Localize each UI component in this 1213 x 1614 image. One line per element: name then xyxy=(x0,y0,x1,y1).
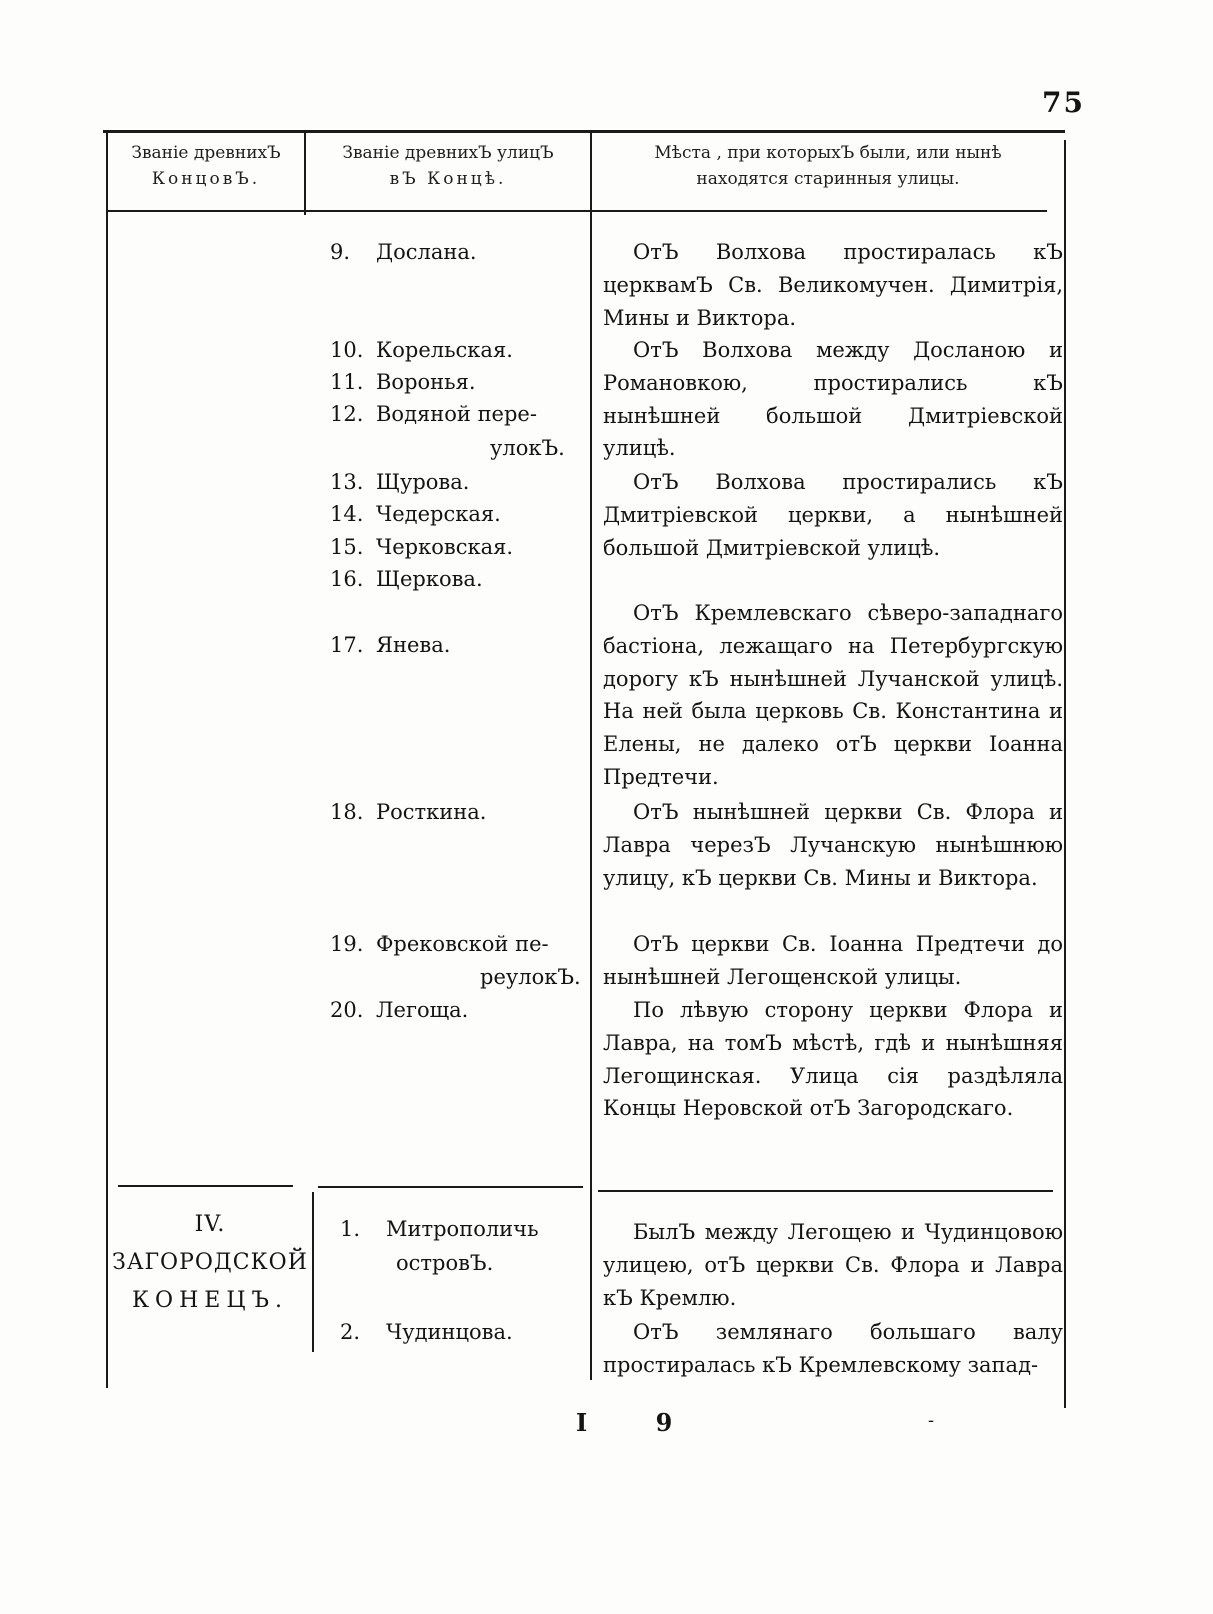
street-name: реулокЪ. xyxy=(480,965,581,989)
header-places-line-1: Мѣста , при которыхЪ были, или нынѣ xyxy=(654,143,1002,163)
end-name-line-2: КОНЕЦЪ. xyxy=(132,1288,288,1313)
street-name: Чедерская. xyxy=(376,502,501,526)
street-name: Корельская. xyxy=(376,338,513,362)
street-name: Росткина. xyxy=(376,800,487,824)
street-number: 14. xyxy=(330,502,364,526)
place-description: По лѣвую сторону церкви Флора и Лавра, на томЪ мѣстѣ, гдѣ и нынѣшняя Легощинская. Улица сія раздѣляла Концы Неровской отЪ Загородскаго. xyxy=(603,998,1063,1121)
header-streets-column xyxy=(306,140,590,192)
street-number: 13. xyxy=(330,470,364,494)
street-number: 20. xyxy=(330,998,364,1022)
place-description: ОтЪ церкви Св. Іоанна Предтечи до нынѣшней Легощенской улицы. xyxy=(603,932,1063,989)
end-number: IV. xyxy=(194,1212,226,1237)
header-places-line-2: находятся старинныя улицы. xyxy=(696,169,960,189)
end-name-line-1: ЗАГОРОДСКОЙ xyxy=(112,1250,308,1275)
street-number: 2. xyxy=(340,1320,361,1344)
street-item xyxy=(330,236,477,268)
street-name: Митрополичь xyxy=(386,1217,539,1241)
place-description: ОтЪ землянаго большаго валу простиралась кЪ Кремлевскому запад- xyxy=(603,1320,1063,1377)
place-description: ОтЪ Волхова простирались кЪ Дмитріевской церкви, а нынѣшней большой Дмитріевской улицѣ. xyxy=(603,470,1063,560)
street-item xyxy=(340,1213,539,1245)
street-name: Воронья. xyxy=(376,370,476,394)
header-bottom-rule xyxy=(107,210,1047,212)
street-item xyxy=(330,466,469,498)
street-number: 19. xyxy=(330,932,364,956)
street-item-continuation xyxy=(480,961,581,993)
street-number: 1. xyxy=(340,1217,361,1241)
signature-mark: I 9 xyxy=(576,1408,703,1437)
street-name: Фрековской пе- xyxy=(376,932,549,956)
street-item xyxy=(330,498,501,530)
street-item-continuation xyxy=(490,432,565,464)
header-ends-line-2: КонцовЪ. xyxy=(151,169,261,189)
place-description: ОтЪ нынѣшней церкви Св. Флора и Лавра черезЪ Лучанскую нынѣшнюю улицу, кЪ церкви Св. Мины и Виктора. xyxy=(603,800,1063,890)
street-item xyxy=(330,366,476,398)
street-item-continuation xyxy=(396,1247,493,1279)
street-number: 16. xyxy=(330,567,364,591)
section-divider-rule-right xyxy=(598,1190,1053,1192)
street-number: 17. xyxy=(330,633,364,657)
street-name: Черковская. xyxy=(376,535,514,559)
header-places-column xyxy=(592,140,1064,192)
street-item xyxy=(330,334,513,366)
place-description: ОтЪ Волхова между Досланою и Романовкою, простирались кЪ нынѣшней большой Дмитріевской улицѣ. xyxy=(603,338,1063,461)
section-divider-rule-mid xyxy=(318,1186,583,1188)
street-name: Легоща. xyxy=(376,998,469,1022)
table-left-border xyxy=(106,130,108,1388)
street-number: 18. xyxy=(330,800,364,824)
street-item xyxy=(330,531,513,563)
street-name: Щеркова. xyxy=(376,567,483,591)
street-item xyxy=(330,928,549,960)
place-description: БылЪ между Легощею и Чудинцовою улицею, отЪ церкви Св. Флора и Лавра кЪ Кремлю. xyxy=(603,1220,1063,1310)
place-description: ОтЪ Волхова простиралась кЪ церквамЪ Св. Великомучен. Димитрія, Мины и Виктора. xyxy=(603,240,1063,330)
street-number: 9. xyxy=(330,240,351,264)
street-item xyxy=(330,629,450,661)
street-item xyxy=(330,994,468,1026)
header-ends-line-1: Званіе древнихЪ xyxy=(131,143,281,163)
street-name: островЪ. xyxy=(396,1251,494,1275)
street-name: Чудинцова. xyxy=(386,1320,513,1344)
header-streets-line-1: Званіе древнихЪ улицЪ xyxy=(342,143,554,163)
street-number: 11. xyxy=(330,370,364,394)
street-number: 10. xyxy=(330,338,364,362)
section-divider-rule-left xyxy=(118,1185,293,1187)
street-name: Щурова. xyxy=(376,470,470,494)
column-divider-2 xyxy=(590,130,592,1380)
street-number: 15. xyxy=(330,535,364,559)
place-description: ОтЪ Кремлевскаго сѣверо-западнаго бастіона, лежащаго на Петербургскую дорогу кЪ нынѣшней Лучанской улицѣ. На ней была церковь Св. Константина и Елены, не далеко отЪ церкви Іоанна Предтечи. xyxy=(603,601,1063,789)
header-ends-column xyxy=(108,140,304,192)
street-item xyxy=(340,1316,513,1348)
end-title xyxy=(112,1206,308,1320)
footer-mark: - xyxy=(928,1410,935,1431)
street-name: улокЪ. xyxy=(490,436,565,460)
header-streets-line-2: вЪ Концѣ. xyxy=(389,169,507,189)
street-name: Дослана. xyxy=(376,240,477,264)
street-name: Водяной пере- xyxy=(376,402,537,426)
table-right-border xyxy=(1064,140,1066,1408)
street-name: Янева. xyxy=(376,633,451,657)
column-divider-1-lower xyxy=(312,1192,314,1352)
table-top-rule xyxy=(103,130,1065,133)
street-item xyxy=(330,796,486,828)
street-item xyxy=(330,563,483,595)
page-number: 75 xyxy=(1042,86,1085,119)
street-number: 12. xyxy=(330,402,364,426)
street-item xyxy=(330,398,537,430)
